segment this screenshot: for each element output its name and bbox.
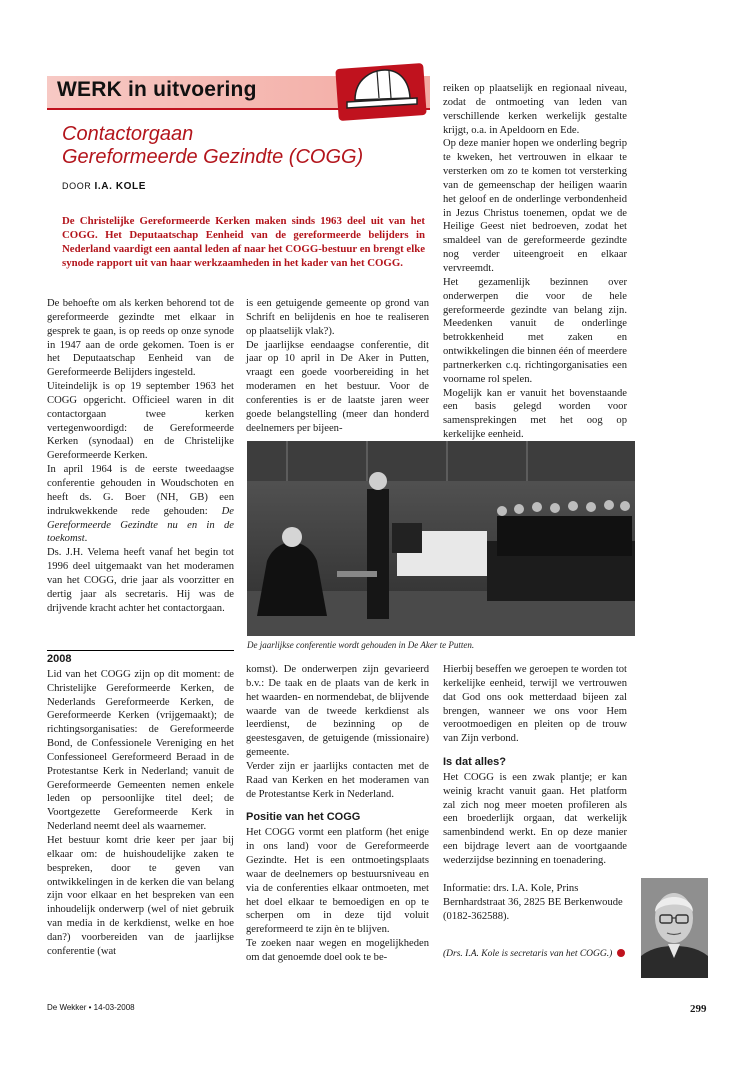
paragraph: Het bestuur komt drie keer per jaar bij elkaar om: de huishoudelijke zaken te bespreken, door te geven van ontwikkelingen in de kerken die van belang zijn voor elkaar en het bespreken van een inhoudelijk onderwerp (wel of niet gebruik van media in de kerkdienst, welke en hoe dan?) voorbereiden van de jaarlijkse conferentie (wat bbox=[47, 834, 234, 957]
byline-prefix: DOOR bbox=[62, 181, 92, 191]
article-title bbox=[62, 123, 363, 169]
column-intro bbox=[47, 297, 234, 615]
lead-paragraph: De Christelijke Gereformeerde Kerken maken sinds 1963 deel uit van het COGG. Het Deputaatschap Eenheid van de gereformeerde belijders in Nederland vaardigt een aantal leden af naar het COGG-bestuur en brengt elke synode rapport uit van haar werkzaamheden in het kader van het COGG. bbox=[62, 215, 425, 269]
title-line-2: Gereformeerde Gezindte (COGG) bbox=[62, 146, 364, 168]
column-middle-bottom bbox=[246, 663, 429, 965]
column-right-top bbox=[443, 82, 627, 442]
section-heading-positie: Positie van het COGG bbox=[246, 811, 361, 824]
author-portrait-image bbox=[641, 878, 708, 978]
section-divider bbox=[47, 650, 234, 651]
paragraph: is een getuigende gemeente op grond van Schrift en belijdenis en hoe te realiseren op plaatselijk vlak?). bbox=[246, 298, 429, 337]
paragraph: Mogelijk kan er vanuit het bovenstaande een basis gelegd worden voor samensprekingen met het oog op kerkelijke eenheid. bbox=[443, 387, 627, 441]
conference-photo bbox=[247, 441, 635, 636]
section-heading-2008: 2008 bbox=[47, 653, 72, 665]
paragraph: Te zoeken naar wegen en mogelijkheden om dat genoemde doel ook te be- bbox=[246, 938, 429, 963]
paragraph: Informatie: drs. I.A. Kole, Prins Bernhardstraat 36, 2825 BE Berkenwoude (0182-362588). bbox=[443, 882, 623, 922]
column-2008 bbox=[47, 650, 234, 959]
author-note bbox=[443, 947, 627, 962]
paragraph: De jaarlijkse eendaagse conferentie, dit jaar op 10 april in De Aker in Putten, vraagt een goede voorbereiding in het moderamen en het bestuur. Voor de conferenties is er de laatste jaren weer goede belangstelling (meer dan honderd deelnemers per bijeen- bbox=[246, 339, 429, 434]
author-name: I.A. KOLE bbox=[94, 181, 147, 192]
section-heading-is-dat-alles: Is dat alles? bbox=[443, 756, 506, 769]
paragraph-text: In april 1964 is de eerste tweedaagse conferentie gehouden in Woudschoten en heeft ds. G. Boer (NH, GB) een indrukwekkende rede gehouden: bbox=[47, 464, 234, 517]
section-label: WERK in uitvoering bbox=[57, 78, 257, 101]
column-middle-top bbox=[246, 297, 429, 435]
paragraph: Lid van het COGG zijn op dit moment: de Christelijke Gereformeerde Kerken, de Nederlands Gereformeerde Kerken, de Gereformeerde Kerken (vrijgemaakt); de richtingsorganisaties: de Gereformeerde Bond, de Confessionele Vereniging en het Confessioneel Gereformeerd Beraad in de Protestantse Kerk in Nederland; vanuit de Gereformeerde Gemeenten nemen enkele leden op persoonlijke titel deel; de Voortgezette Gereformeerde Kerk in Nederland neemt deel als waarnemer. bbox=[47, 668, 234, 833]
paragraph: Het COGG is een zwak plantje; er kan weinig kracht vanuit gaan. Het platform zal zich nog meer moeten profileren als een broederlijk orgaan, dat werkelijk samenbindend werkt. En op deze manier een bijdrage levert aan de voortgaande wederzijdse bezinning en toenadering. bbox=[443, 771, 627, 866]
paragraph: Hierbij beseffen we geroepen te worden tot kerkelijke eenheid, terwijl we vertrouwen dat God ons ook metterdaad bijeen zal brengen, wanneer we ons voor Hem verootmoedigen en pleiten op de trouw van Zijn verbond. bbox=[443, 664, 627, 745]
title-line-1: Contactorgaan bbox=[62, 123, 194, 145]
paragraph bbox=[47, 463, 234, 546]
paragraph: Op deze manier hopen we onderling begrip te kweken, het vertrouwen in elkaar te versterken om zo te komen tot versterking van de gemeenschap der heiligen waarin het geloof en de onderlinge verbondenheid in Jezus Christus toenemen, opdat we de Heilige Geest niet bedroeven, zodat het smaldeel van de gereformeerde gezindte nog verder uiteengroeit en elkaar vervreemdt. bbox=[443, 138, 627, 274]
paragraph: Het COGG vormt een platform (het enige in ons land) voor de Gereformeerde Gezindte. Het is een ontmoetingsplaats waar de deelnemers op bestuursniveau en via de conferenties elkaar ontmoeten, met het doel elkaar te bemoedigen en op te scherpen om in deze tijd voluit gereformeerd te zijn èn te blijven. bbox=[246, 827, 429, 936]
byline bbox=[62, 181, 146, 192]
author-note-text: (Drs. I.A. Kole is secretaris van het COGG.) bbox=[443, 949, 613, 960]
hard-hat-icon bbox=[333, 48, 429, 122]
author-portrait bbox=[641, 878, 708, 978]
page-number: 299 bbox=[690, 1003, 707, 1015]
publication-info: De Wekker • 14-03-2008 bbox=[47, 1003, 135, 1012]
conference-scene-image bbox=[247, 441, 635, 636]
column-right-bottom bbox=[443, 663, 627, 962]
paragraph: De behoefte om als kerken behorend tot de gereformeerde gezindte met elkaar in gesprek te gaan, is op reeds op onze synode in 1947 aan de orde gekomen. Toen is er het Deputaatschap Eenheid van de Gereformeerde Belijders ingesteld. bbox=[47, 298, 234, 379]
paragraph: komst). De onderwerpen zijn gevarieerd b.v.: De taak en de plaats van de kerk in het waarden- en normendebat, de blijvende waarde van de tweede kerkdienst als leerdienst, de bezinning op de geestesgaven, de getuigende (missionaire) gemeente. bbox=[246, 664, 429, 759]
paragraph: reiken op plaatselijk en regionaal niveau, zodat de ontmoeting van leden van verschillende kerken werkelijk gestalte krijgt, o.a. in Apeldoorn en Ede. bbox=[443, 83, 627, 136]
photo-caption: De jaarlijkse conferentie wordt gehouden in De Aker te Putten. bbox=[247, 640, 475, 650]
paragraph: Uiteindelijk is op 19 september 1963 het COGG opgericht. Officieel waren in dit contactorgaan twee kerken vertegenwoordigd: de Gereformeerde Kerken (synodaal) en de Christelijke Gereformeerde Kerken. bbox=[47, 381, 234, 462]
paragraph: Het gezamenlijk bezinnen over onderwerpen die voor de hele gereformeerde gezindte van belang zijn. Meedenken vanuit de onderlinge betrokkenheid met zaken en ontwikkelingen die binnen één of meerdere partnerkerken c.q. richtingorganisaties een voorname rol spelen. bbox=[443, 276, 627, 385]
paragraph-end: . bbox=[84, 533, 88, 545]
lecture-title: De Gereformeerde Gezindte nu en in de toekomst bbox=[47, 505, 234, 545]
paragraph: Verder zijn er jaarlijks contacten met de Raad van Kerken en het moderamen van de Protestantse Kerk in Nederland. bbox=[246, 760, 429, 800]
end-mark-icon bbox=[617, 949, 625, 957]
paragraph: Ds. J.H. Velema heeft vanaf het begin tot 1996 deel uitgemaakt van het moderamen van het COGG, drie jaar als voorzitter en dertig jaar als secretaris. Hij was de drijvende kracht achter het contactorgaan. bbox=[47, 547, 234, 614]
